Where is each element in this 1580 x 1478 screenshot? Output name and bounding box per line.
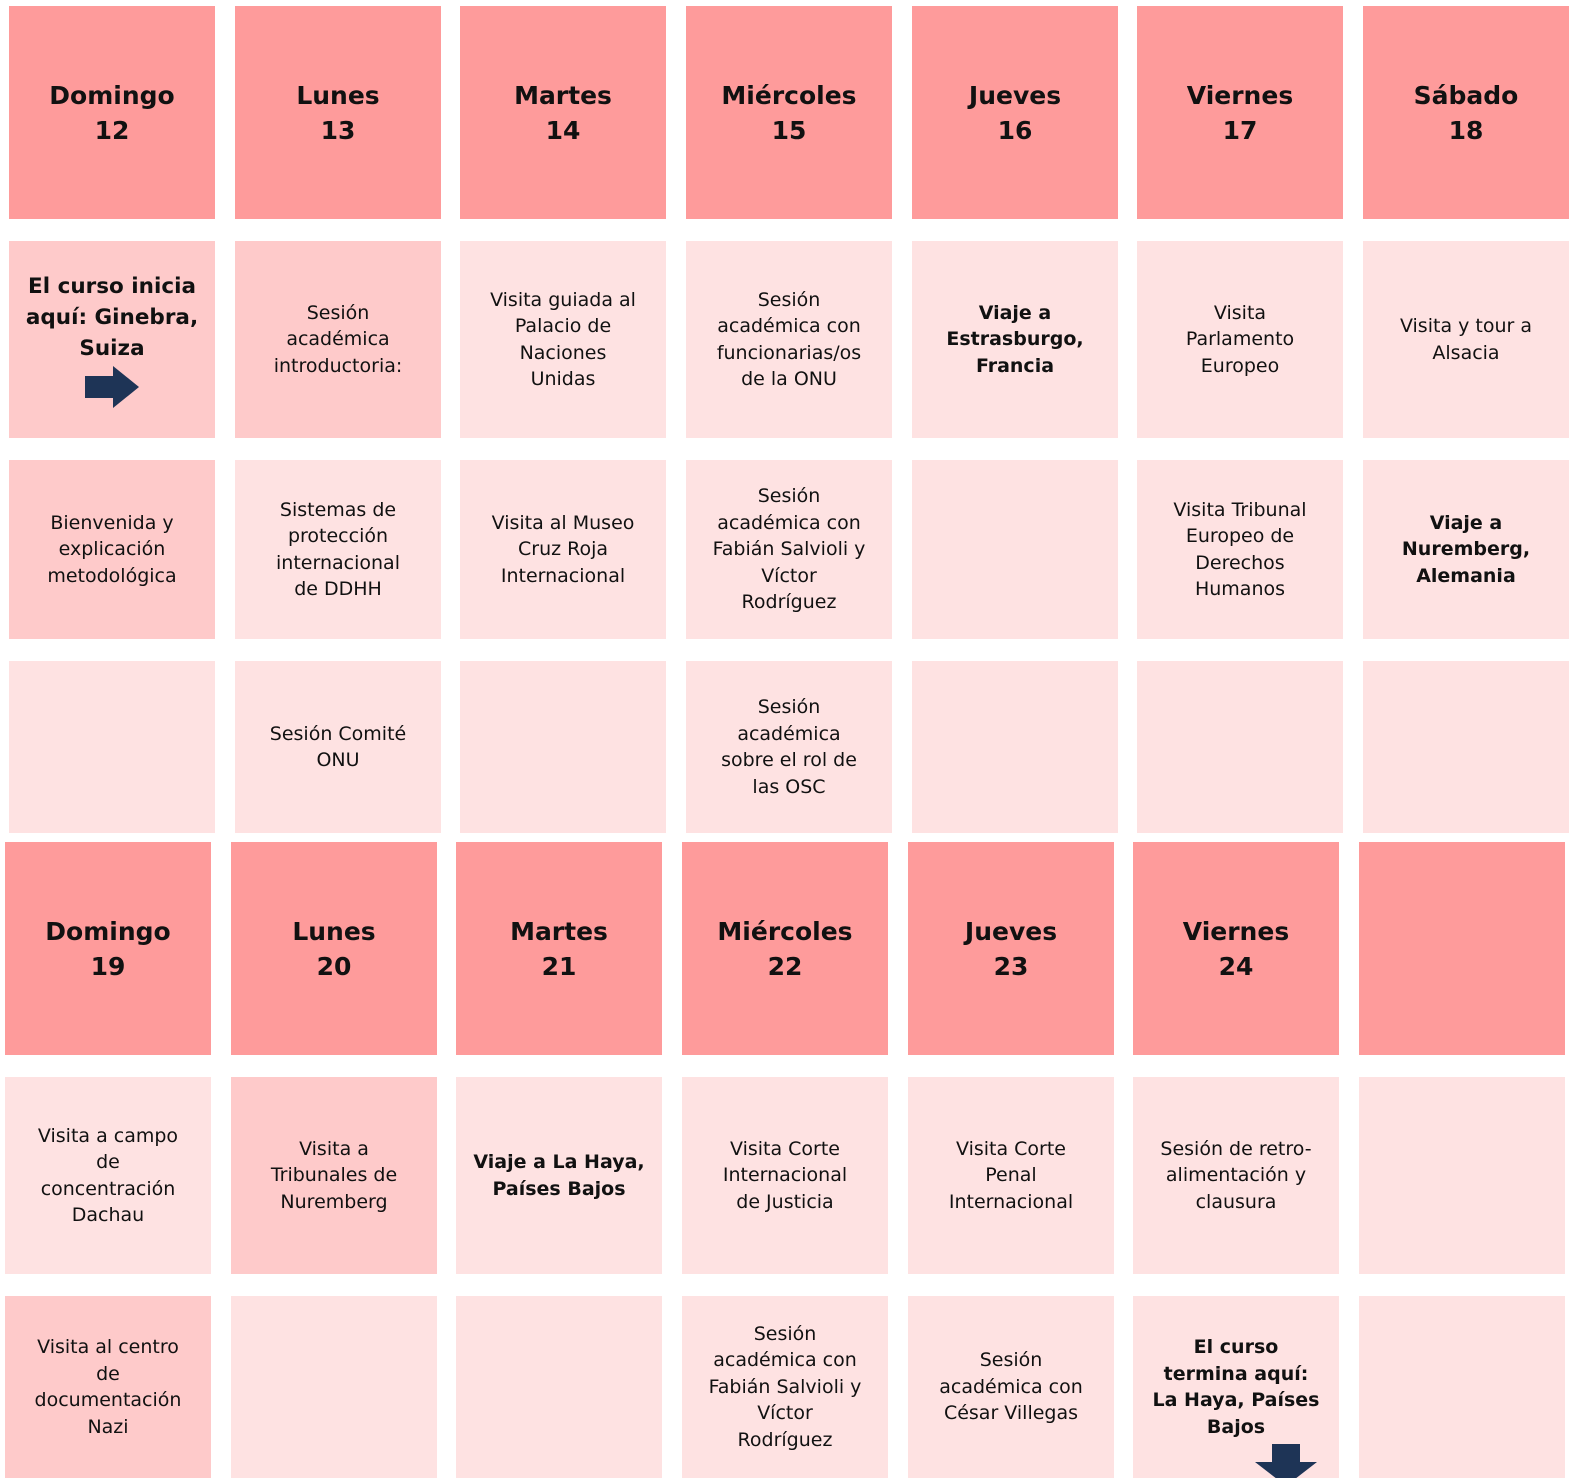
week2-header-sabado [1359, 842, 1565, 1055]
activity-text: Sesión académica sobre el rol de las OSC [721, 696, 857, 798]
week2-row1-sabado-activity [1359, 1077, 1565, 1274]
day-number: 22 [767, 951, 803, 981]
activity-text: Visita al centro de documentación Nazi [34, 1336, 182, 1438]
week1-row1-miercoles-activity [686, 241, 892, 438]
week1-row2-jueves-activity [912, 460, 1118, 639]
activity-text: El curso termina aquí: La Haya, Países Bajos [1152, 1336, 1320, 1438]
week2-header-domingo [5, 842, 211, 1055]
day-name: Viernes [1182, 916, 1290, 946]
week1-row1-martes-activity [460, 241, 666, 438]
activity-text: Sesión académica con César Villegas [939, 1349, 1083, 1425]
activity-text: El curso inicia aquí: Ginebra, Suiza [25, 274, 199, 361]
activity-text: Visita y tour a Alsacia [1399, 315, 1533, 364]
day-number: 23 [993, 951, 1029, 981]
week1-row2-viernes-activity [1137, 460, 1343, 639]
day-number: 21 [541, 951, 577, 981]
week1-row1-lunes-activity [235, 241, 441, 438]
day-name: Miércoles [721, 80, 857, 110]
activity-text: Sesión académica con funcionarias/os de la ONU [716, 288, 862, 390]
day-name: Martes [510, 916, 608, 946]
week2-row1-martes-activity [456, 1077, 662, 1274]
day-number: 16 [997, 115, 1033, 145]
week1-row1-viernes-activity [1137, 241, 1343, 438]
week1-row2-martes-activity [460, 460, 666, 639]
arrow-right-icon [85, 366, 139, 408]
week1-row2-lunes-activity [235, 460, 441, 639]
activity-text: Visita Corte Internacional de Justicia [722, 1137, 848, 1213]
day-number: 13 [320, 115, 356, 145]
day-number: 24 [1218, 951, 1254, 981]
day-number: 19 [90, 951, 126, 981]
week1-row2-miercoles-activity [686, 460, 892, 639]
week2-row2-jueves-activity [908, 1296, 1114, 1478]
week2-header-jueves [908, 842, 1114, 1055]
day-name: Martes [514, 80, 612, 110]
day-name: Viernes [1186, 80, 1294, 110]
week2-header-miercoles [682, 842, 888, 1055]
day-number: 12 [94, 115, 130, 145]
week1-row2-domingo-activity [9, 460, 215, 639]
arrow-down-icon [1255, 1444, 1317, 1478]
activity-text: Viaje a La Haya, Países Bajos [473, 1151, 645, 1200]
week2-row1-jueves-activity [908, 1077, 1114, 1274]
day-name: Lunes [296, 80, 380, 110]
week2-row1-miercoles-activity [682, 1077, 888, 1274]
activity-text: Sesión de retro- alimentación y clausura [1160, 1137, 1312, 1213]
week2-row2-sabado-activity [1359, 1296, 1565, 1478]
week1-row1-jueves-activity [912, 241, 1118, 438]
day-number: 20 [316, 951, 352, 981]
day-number: 14 [545, 115, 581, 145]
day-name: Domingo [45, 916, 171, 946]
day-name: Domingo [49, 80, 175, 110]
day-name: Lunes [292, 916, 376, 946]
week1-row3-martes-activity [460, 661, 666, 833]
activity-text: Visita Tribunal Europeo de Derechos Humanos [1173, 498, 1307, 600]
week1-row1-sabado-activity [1363, 241, 1569, 438]
week1-row3-sabado-activity [1363, 661, 1569, 833]
day-name: Miércoles [717, 916, 853, 946]
week1-row1-domingo-activity [9, 241, 215, 438]
activity-text: Bienvenida y explicación metodológica [47, 511, 177, 587]
activity-text: Sesión Comité ONU [269, 722, 407, 771]
week2-row2-domingo-activity [5, 1296, 211, 1478]
activity-text: Visita guiada al Palacio de Naciones Unidas [490, 288, 636, 390]
week1-header-domingo [9, 6, 215, 219]
activity-text: Visita al Museo Cruz Roja Internacional [491, 511, 635, 587]
day-name: Sábado [1413, 80, 1519, 110]
week1-row3-lunes-activity [235, 661, 441, 833]
week2-row2-miercoles-activity [682, 1296, 888, 1478]
activity-text: Visita Corte Penal Internacional [948, 1137, 1074, 1213]
week1-row2-sabado-activity [1363, 460, 1569, 639]
week2-header-martes [456, 842, 662, 1055]
week1-header-miercoles [686, 6, 892, 219]
activity-text: Sesión académica con Fabián Salvioli y Víctor Rodríguez [708, 1322, 862, 1451]
week1-row3-domingo-activity [9, 661, 215, 833]
week2-header-lunes [231, 842, 437, 1055]
week2-row2-lunes-activity [231, 1296, 437, 1478]
week2-row2-viernes-activity [1133, 1296, 1339, 1478]
day-number: 18 [1448, 115, 1484, 145]
day-number: 15 [771, 115, 807, 145]
activity-text: Sistemas de protección internacional de DDHH [276, 498, 400, 600]
activity-text: Visita a campo de concentración Dachau [37, 1124, 179, 1226]
activity-text: Sesión académica introductoria: [273, 301, 403, 377]
week1-row3-jueves-activity [912, 661, 1118, 833]
week1-header-sabado [1363, 6, 1569, 219]
activity-text: Visita Parlamento Europeo [1185, 301, 1295, 377]
week1-header-martes [460, 6, 666, 219]
day-number: 17 [1222, 115, 1258, 145]
week2-header-viernes [1133, 842, 1339, 1055]
week2-row1-domingo-activity [5, 1077, 211, 1274]
week1-row3-miercoles-activity [686, 661, 892, 833]
activity-text: Viaje a Nuremberg, Alemania [1401, 511, 1531, 587]
week2-row1-viernes-activity [1133, 1077, 1339, 1274]
day-name: Jueves [968, 80, 1062, 110]
activity-text: Viaje a Estrasburgo, Francia [946, 301, 1084, 377]
week2-row1-lunes-activity [231, 1077, 437, 1274]
activity-text: Sesión académica con Fabián Salvioli y Víctor Rodríguez [712, 485, 866, 614]
day-name: Jueves [964, 916, 1058, 946]
week1-header-viernes [1137, 6, 1343, 219]
activity-text: Visita a Tribunales de Nuremberg [270, 1137, 398, 1213]
week2-row2-martes-activity [456, 1296, 662, 1478]
week1-row3-viernes-activity [1137, 661, 1343, 833]
week1-header-lunes [235, 6, 441, 219]
week1-header-jueves [912, 6, 1118, 219]
